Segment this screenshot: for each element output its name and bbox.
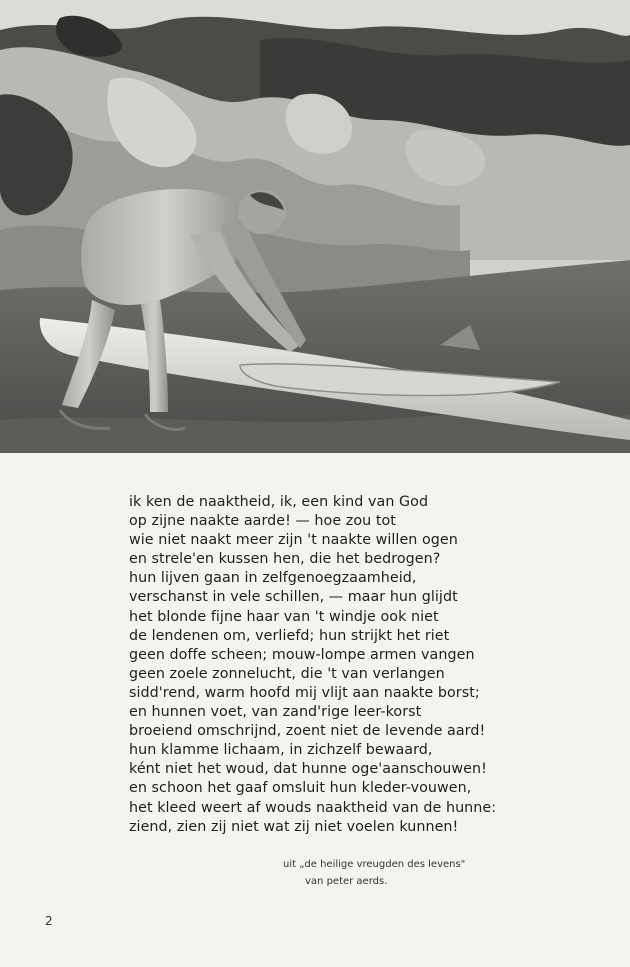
poem-line: en schoon het gaaf omsluit hun kleder-vouwen, [129, 780, 472, 797]
poem-line: en strele'en kussen hen, die het bedrogen? [129, 551, 441, 568]
source-author: van peter aerds. [305, 876, 388, 887]
poem-line: wie niet naakt meer zijn 't naakte willen ogen [129, 532, 458, 549]
poem-line: ként niet het woud, dat hunne oge'aanschouwen! [129, 761, 487, 778]
poem-line: geen zoele zonnelucht, die 't van verlangen [129, 665, 445, 682]
poem-line: broeiend omschrijnd, zoent niet de levende aard! [129, 723, 486, 740]
poem-line: ziend, zien zij niet wat zij niet voelen kunnen! [129, 818, 459, 835]
page-number: 2 [45, 914, 53, 928]
poem-line: sidd'rend, warm hoofd mij vlijt aan naakte borst; [129, 684, 480, 701]
poem-line: en hunnen voet, van zand'rige leer-korst [129, 704, 422, 721]
photograph [0, 0, 630, 453]
source-title: uit „de heilige vreugden des levens" [283, 859, 466, 870]
poem-line: geen doffe scheen; mouw-lompe armen vangen [129, 646, 475, 663]
poem-line: de lendenen om, verliefd; hun strijkt het riet [129, 627, 450, 644]
poem-line: het kleed weert af wouds naaktheid van de hunne: [129, 799, 497, 816]
poem-line: hun klamme lichaam, in zichzelf bewaard, [129, 742, 433, 759]
poem-line: verschanst in vele schillen, — maar hun glijdt [129, 589, 458, 606]
poem-line: op zijne naakte aarde! — hoe zou tot [129, 513, 396, 530]
poem-line: ik ken de naaktheid, ik, een kind van God [129, 494, 429, 510]
poem-line: hun lijven gaan in zelfgenoegzaamheid, [129, 570, 417, 587]
source-attribution [283, 856, 523, 890]
poem [129, 493, 559, 837]
poem-line: het blonde fijne haar van 't windje ook niet [129, 608, 439, 625]
